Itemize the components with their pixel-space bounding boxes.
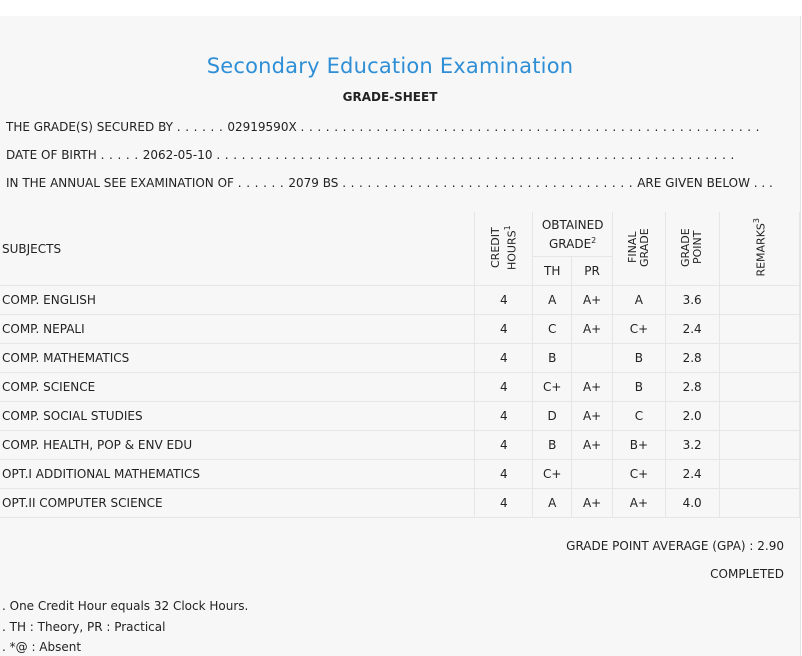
subject-cell: COMP. ENGLISH — [0, 286, 475, 315]
header-obtained-grade — [533, 212, 613, 257]
grade-sheet-panel — [0, 16, 801, 656]
subject-cell: COMP. SCIENCE — [0, 373, 475, 402]
grade-point-cell: 2.4 — [665, 460, 719, 489]
credit-cell: 4 — [475, 431, 533, 460]
remarks-cell — [719, 286, 799, 315]
header-subjects — [0, 212, 475, 286]
dob-value: 2062-05-10 — [142, 148, 213, 162]
gpa-line — [566, 539, 784, 553]
credit-cell: 4 — [475, 489, 533, 518]
grade-point-cell: 2.8 — [665, 373, 719, 402]
subject-cell: COMP. MATHEMATICS — [0, 344, 475, 373]
grade-point-cell: 2.4 — [665, 315, 719, 344]
pr-grade-cell — [572, 344, 613, 373]
exam-title: Secondary Education Examination — [206, 54, 574, 78]
subject-cell: COMP. NEPALI — [0, 315, 475, 344]
grade-point-cell: 2.0 — [665, 402, 719, 431]
header-grade-point — [665, 212, 719, 286]
remarks-footnote-marker: 3 — [751, 217, 761, 223]
final-grade-cell: A+ — [613, 489, 666, 518]
dob-label: DATE OF BIRTH — [6, 148, 97, 162]
secured-by-line: THE GRADE(S) SECURED BY . . . . . . 02919590X . . . . . . . . . . . . . . . . . . . . . . . . . . . . . . . . . . . . . . . . . . . . . . . . . . . . . . . — [6, 120, 760, 134]
header-pr: PR — [572, 257, 613, 286]
table-row — [0, 460, 800, 489]
final-grade-cell: C+ — [613, 315, 666, 344]
table-header-row — [0, 212, 800, 257]
gpa-label: GRADE POINT AVERAGE (GPA) : — [566, 539, 754, 553]
credit-cell: 4 — [475, 373, 533, 402]
obtained-footnote-marker: 2 — [591, 235, 597, 245]
final-grade-cell: C — [613, 402, 666, 431]
table-row — [0, 344, 800, 373]
remarks-cell — [719, 489, 799, 518]
remarks-cell — [719, 344, 799, 373]
header-credit-label: CREDIT HOURS — [488, 226, 519, 270]
pr-grade-cell: A+ — [572, 489, 613, 518]
th-grade-cell: C+ — [533, 460, 572, 489]
subject-cell: COMP. HEALTH, POP & ENV EDU — [0, 431, 475, 460]
final-grade-cell: A — [613, 286, 666, 315]
th-grade-cell: B — [533, 344, 572, 373]
credit-cell: 4 — [475, 402, 533, 431]
remarks-cell — [719, 460, 799, 489]
header-remarks-label: REMARKS — [754, 222, 768, 277]
header-subjects-label: SUBJECTS — [2, 241, 62, 256]
exam-suffix: ARE GIVEN BELOW . . . — [637, 176, 773, 190]
pr-grade-cell: A+ — [572, 286, 613, 315]
grade-point-cell: 2.8 — [665, 344, 719, 373]
header-final-label: FINAL GRADE — [625, 227, 651, 267]
remarks-cell — [719, 315, 799, 344]
status-text: COMPLETED — [710, 567, 784, 581]
footnote-th-pr: . TH : Theory, PR : Practical — [2, 620, 166, 634]
grades-table — [0, 212, 800, 518]
credit-cell: 4 — [475, 344, 533, 373]
th-grade-cell: B — [533, 431, 572, 460]
credit-cell: 4 — [475, 286, 533, 315]
final-grade-cell: B — [613, 373, 666, 402]
table-row — [0, 286, 800, 315]
grade-point-cell: 4.0 — [665, 489, 719, 518]
gpa-value: 2.90 — [757, 539, 784, 553]
subject-cell: OPT.I ADDITIONAL MATHEMATICS — [0, 460, 475, 489]
footnote-absent: . *@ : Absent — [2, 640, 82, 654]
credit-cell: 4 — [475, 315, 533, 344]
pr-grade-cell: A+ — [572, 402, 613, 431]
table-row — [0, 489, 800, 518]
header-final-grade — [613, 212, 666, 286]
header-credit-hours — [475, 212, 533, 286]
secured-by-value: 02919590X — [227, 120, 297, 134]
exam-line: IN THE ANNUAL SEE EXAMINATION OF . . . . . . 2079 BS . . . . . . . . . . . . . . . . . . . . . . . . . . . . . . . . . . . ARE GIVEN BELOW . . . — [6, 176, 773, 190]
th-grade-cell: C — [533, 315, 572, 344]
header-obtained-label: OBTAINED GRADE — [541, 217, 604, 251]
final-grade-cell: B — [613, 344, 666, 373]
grade-sheet-heading: GRADE-SHEET — [342, 90, 438, 104]
credit-footnote-marker: 1 — [502, 224, 512, 230]
pr-grade-cell: A+ — [572, 315, 613, 344]
th-grade-cell: A — [533, 489, 572, 518]
th-grade-cell: D — [533, 402, 572, 431]
th-grade-cell: A — [533, 286, 572, 315]
table-row — [0, 431, 800, 460]
grade-point-cell: 3.2 — [665, 431, 719, 460]
header-th: TH — [533, 257, 572, 286]
dob-line: DATE OF BIRTH . . . . . 2062-05-10 . . . . . . . . . . . . . . . . . . . . . . . . . . . . . . . . . . . . . . . . . . . . . . . . . . . . . . . . . . . . . . — [6, 148, 735, 162]
final-grade-cell: C+ — [613, 460, 666, 489]
exam-label: IN THE ANNUAL SEE EXAMINATION OF — [6, 176, 234, 190]
subject-cell: COMP. SOCIAL STUDIES — [0, 402, 475, 431]
table-row — [0, 402, 800, 431]
credit-cell: 4 — [475, 460, 533, 489]
exam-value: 2079 BS — [288, 176, 339, 190]
pr-grade-cell: A+ — [572, 431, 613, 460]
table-row — [0, 373, 800, 402]
final-grade-cell: B+ — [613, 431, 666, 460]
subject-cell: OPT.II COMPUTER SCIENCE — [0, 489, 475, 518]
header-gp-label: GRADE POINT — [679, 227, 705, 267]
header-remarks — [719, 212, 799, 286]
remarks-cell — [719, 402, 799, 431]
grade-point-cell: 3.6 — [665, 286, 719, 315]
remarks-cell — [719, 373, 799, 402]
pr-grade-cell — [572, 460, 613, 489]
footnote-credit-hour: . One Credit Hour equals 32 Clock Hours. — [2, 599, 249, 613]
table-row — [0, 315, 800, 344]
th-grade-cell: C+ — [533, 373, 572, 402]
pr-grade-cell: A+ — [572, 373, 613, 402]
remarks-cell — [719, 431, 799, 460]
secured-by-label: THE GRADE(S) SECURED BY — [6, 120, 173, 134]
